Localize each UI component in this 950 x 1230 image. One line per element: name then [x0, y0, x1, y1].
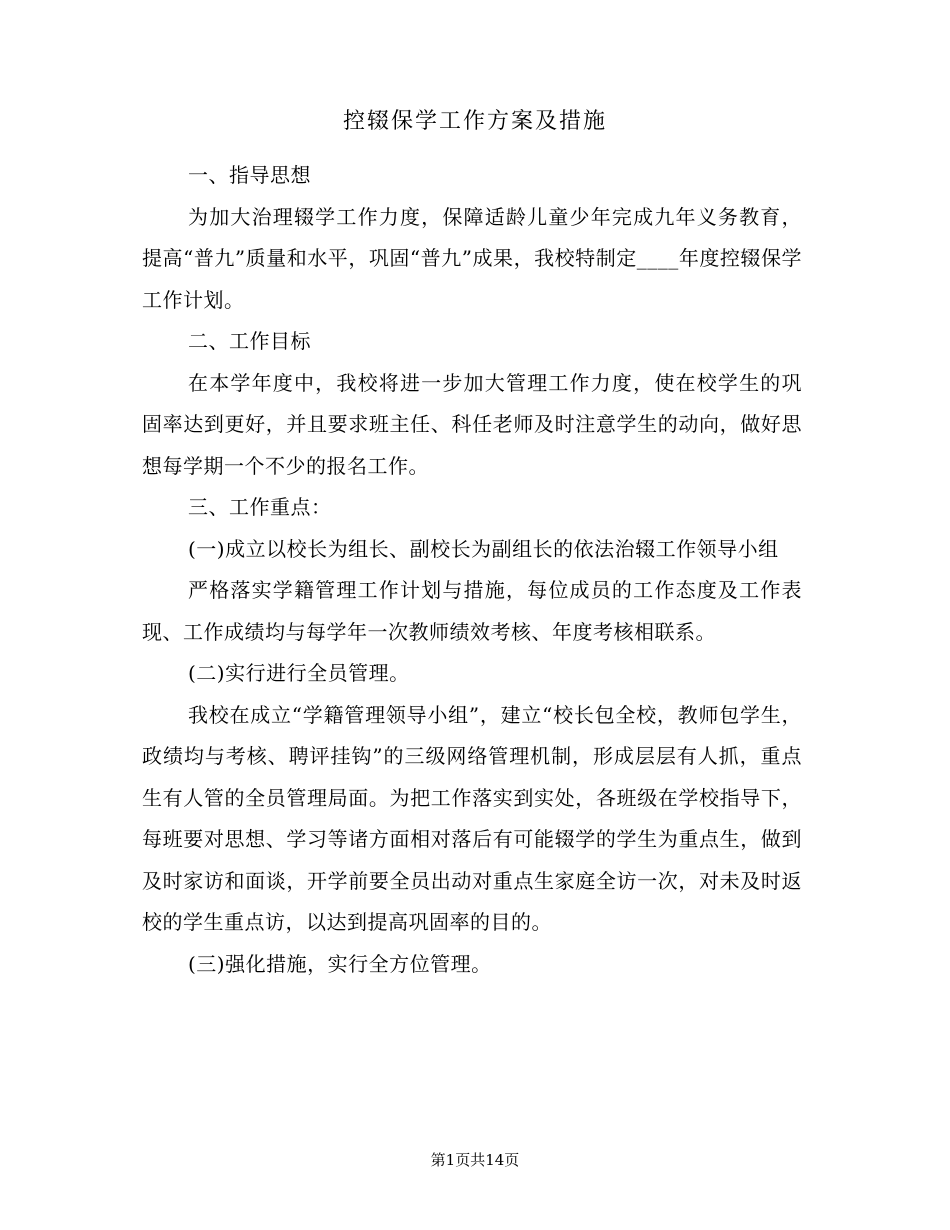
subheading-leadership-group: (一)成立以校长为组长、副校长为副组长的依法治辍工作领导小组 [188, 536, 779, 561]
section-heading-work-focus: 三、工作重点： [188, 495, 332, 519]
paragraph-full-staff-management: 我校在成立“学籍管理领导小组”，建立“校长包全校，教师包学生，政绩均与考核、聘评挂钩”的三级网络管理机制，形成层层有人抓，重点生有人管的全员管理局面。为把工作落实到实处，各班级在学校指导下，每班要对思想、学习等诸方面相对落后有可能辍学的学生为重点生，做到及时家访和面谈，开学前要全员出动对重点生家庭全访一次，对未及时返校的学生重点访，以达到提高巩固率的目的。 [142, 702, 802, 934]
document-body [142, 155, 802, 985]
paragraph-guiding-ideology: 为加大治理辍学工作力度，保障适龄儿童少年完成九年义务教育，提高“普九”质量和水平，巩固“普九”成果，我校特制定____年度控辍保学工作计划。 [142, 204, 802, 312]
subheading-comprehensive-management: (三)强化措施，实行全方位管理。 [188, 951, 492, 976]
page-number: 第1页共14页 [430, 1151, 520, 1169]
paragraph-work-goals: 在本学年度中，我校将进一步加大管理工作力度，使在校学生的巩固率达到更好，并且要求班主任、科任老师及时注意学生的动向，做好思想每学期一个不少的报名工作。 [142, 370, 802, 478]
paragraph-leadership-group: 严格落实学籍管理工作计划与措施，每位成员的工作态度及工作表现、工作成绩均与每学年一次教师绩效考核、年度考核相联系。 [142, 578, 802, 644]
subheading-full-staff-management: (二)实行进行全员管理。 [188, 661, 410, 685]
section-heading-guiding-ideology: 一、指导思想 [188, 163, 311, 187]
document-title: 控辍保学工作方案及措施 [342, 109, 607, 134]
section-heading-work-goals: 二、工作目标 [188, 329, 311, 353]
